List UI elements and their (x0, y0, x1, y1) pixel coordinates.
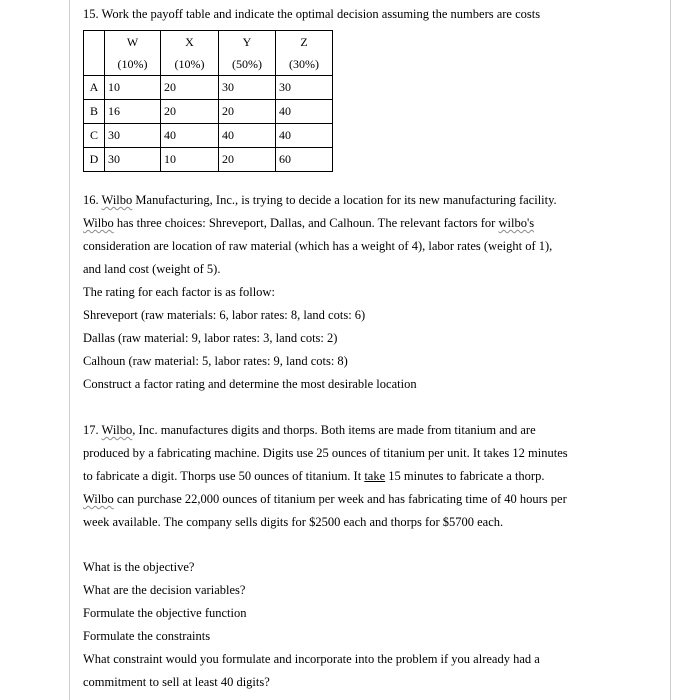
prob-y: (50%) (219, 53, 276, 76)
probability-corner-cell (84, 53, 105, 76)
row-label: D (84, 148, 105, 172)
table-cell: 10 (105, 76, 161, 100)
table-cell: 20 (161, 76, 219, 100)
q16-line-8: Calhoun (raw material: 5, labor rates: 9, land cots: 8) (83, 354, 348, 368)
table-cell: 30 (105, 148, 161, 172)
table-cell: 16 (105, 100, 161, 124)
table-cell: 40 (276, 100, 333, 124)
spellcheck-word: wilbo's (498, 216, 535, 230)
question-objective: What is the objective? (83, 560, 195, 574)
table-cell: 30 (219, 76, 276, 100)
table-row (84, 124, 333, 148)
q17-line-3: to fabricate a digit. Thorps use 50 ounces of titanium. It take 15 minutes to fabricate a thorp. (83, 469, 545, 483)
q16-line-7: Dallas (raw material: 9, labor rates: 3, land cots: 2) (83, 331, 338, 345)
row-label: A (84, 76, 105, 100)
table-cell: 40 (276, 124, 333, 148)
q17-line-2: produced by a fabricating machine. Digits use 25 ounces of titanium per unit. It takes 12 minutes (83, 446, 568, 460)
q16-line-5: The rating for each factor is as follow: (83, 285, 275, 299)
q16-line-9: Construct a factor rating and determine the most desirable location (83, 377, 417, 391)
spellcheck-word: Wilbo (101, 193, 133, 207)
table-row (84, 148, 333, 172)
q16-line-3: consideration are location of raw material (which has a weight of 4), labor rates (weight of 1), (83, 239, 553, 253)
question-objective-function: Formulate the objective function (83, 606, 247, 620)
prob-z: (30%) (276, 53, 333, 76)
table-cell: 20 (219, 100, 276, 124)
header-col-w: W (105, 31, 161, 54)
q17-line-5: week available. The company sells digits for $2500 each and thorps for $5700 each. (83, 515, 504, 529)
table-cell: 10 (161, 148, 219, 172)
q17-line-4: Wilbo can purchase 22,000 ounces of titanium per week and has fabricating time of 40 hours per (83, 492, 567, 506)
table-row (84, 100, 333, 124)
payoff-header-row (84, 31, 333, 54)
table-cell: 40 (161, 124, 219, 148)
underlined-word: take (364, 469, 386, 483)
table-cell: 20 (161, 100, 219, 124)
header-col-x: X (161, 31, 219, 54)
table-cell: 30 (105, 124, 161, 148)
header-corner-cell (84, 31, 105, 54)
question-15-title: 15. Work the payoff table and indicate the optimal decision assuming the numbers are costs (83, 7, 541, 21)
header-col-z: Z (276, 31, 333, 54)
q16-line-1: 16. Wilbo Manufacturing, Inc., is trying to decide a location for its new manufacturing facility. (83, 193, 557, 207)
prob-x: (10%) (161, 53, 219, 76)
table-cell: 30 (276, 76, 333, 100)
q16-line-4: and land cost (weight of 5). (83, 262, 221, 276)
table-cell: 20 (219, 148, 276, 172)
table-cell: 60 (276, 148, 333, 172)
payoff-table (83, 30, 333, 172)
q17-line-1: 17. Wilbo, Inc. manufactures digits and thorps. Both items are made from titanium and are (83, 423, 536, 437)
spellcheck-word: Wilbo (83, 216, 114, 230)
question-commitment-line-1: What constraint would you formulate and incorporate into the problem if you already had a (83, 652, 540, 666)
prob-w: (10%) (105, 53, 161, 76)
table-cell: 40 (219, 124, 276, 148)
header-col-y: Y (219, 31, 276, 54)
table-row (84, 76, 333, 100)
spellcheck-word: Wilbo (83, 492, 114, 506)
question-constraints: Formulate the constraints (83, 629, 211, 643)
row-label: B (84, 100, 105, 124)
payoff-probability-row (84, 53, 333, 76)
page-border-right (670, 0, 671, 700)
question-decision-variables: What are the decision variables? (83, 583, 246, 597)
spellcheck-word: Wilbo (101, 423, 133, 437)
q16-line-2: Wilbo has three choices: Shreveport, Dallas, and Calhoun. The relevant factors for wilbo's (83, 216, 535, 230)
question-commitment-line-2: commitment to sell at least 40 digits? (83, 675, 270, 689)
page-border-left (69, 0, 70, 700)
row-label: C (84, 124, 105, 148)
q16-line-6: Shreveport (raw materials: 6, labor rates: 8, land cots: 6) (83, 308, 366, 322)
